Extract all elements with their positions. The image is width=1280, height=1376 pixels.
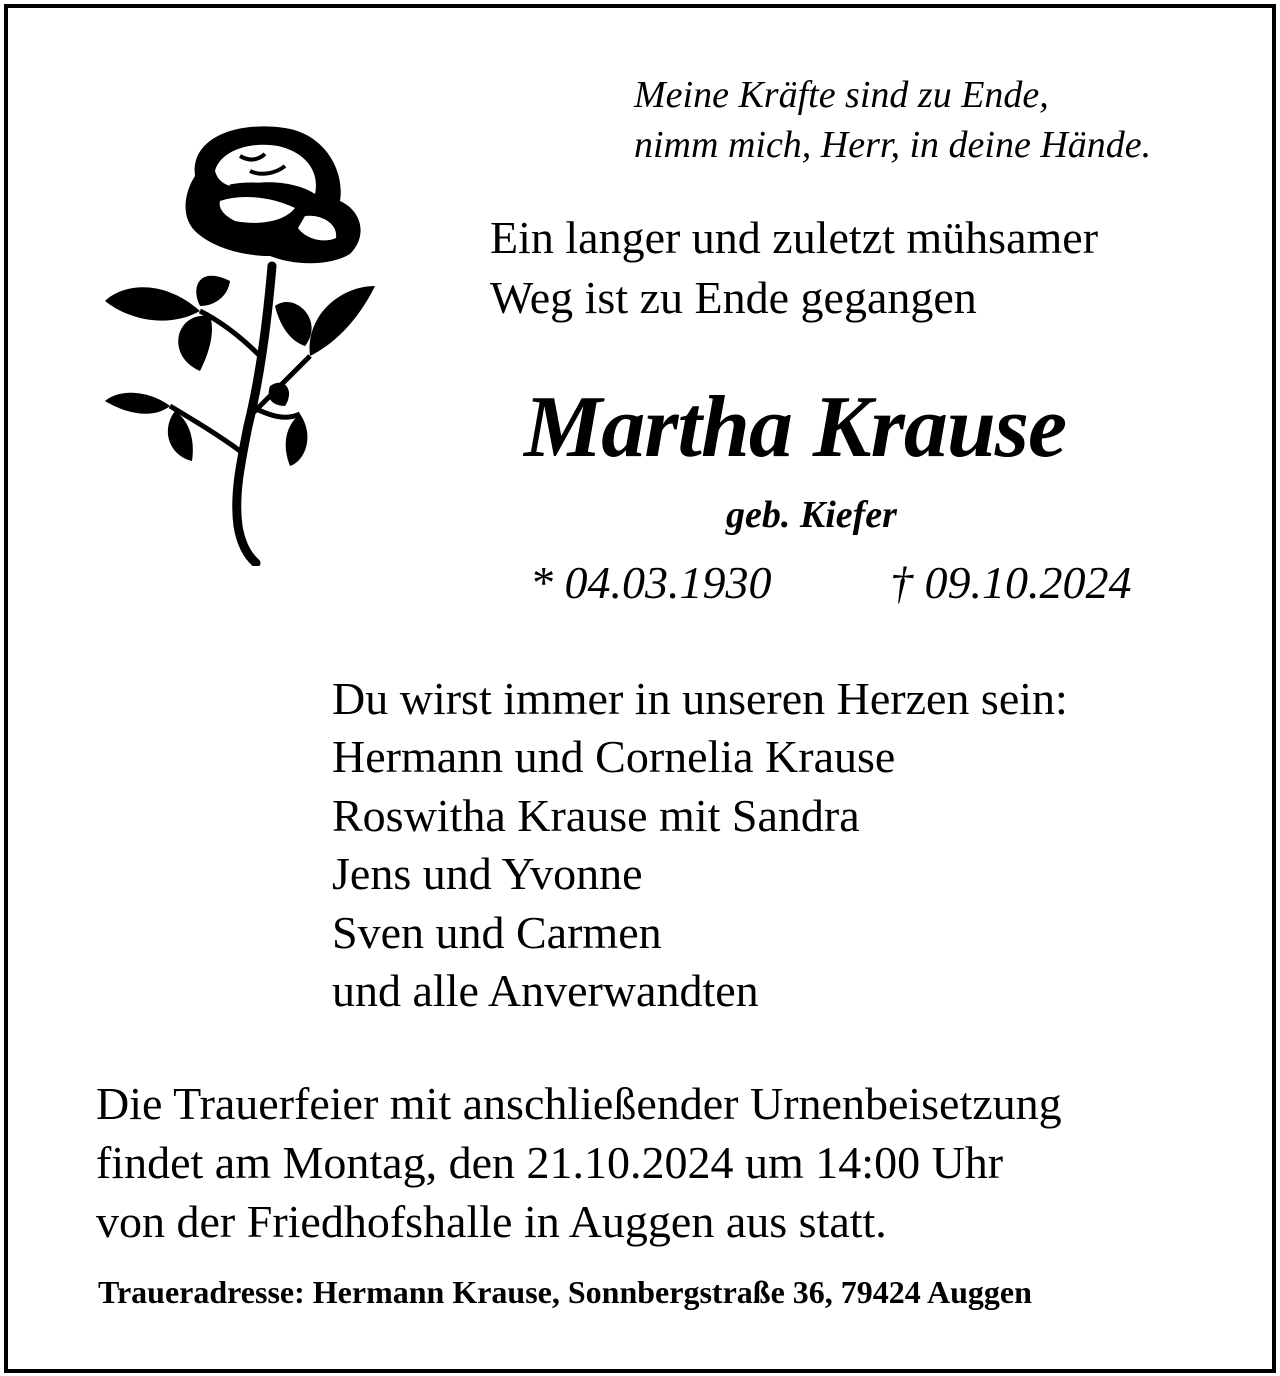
- intro-text: [490, 208, 1098, 328]
- death-date: † 09.10.2024: [890, 557, 1132, 608]
- ceremony-line: findet am Montag, den 21.10.2024 um 14:00 Uhr: [96, 1137, 1004, 1188]
- mourners-line: Roswitha Krause mit Sandra: [332, 789, 860, 841]
- obituary-frame: [4, 4, 1276, 1373]
- mourners-line: Jens und Yvonne: [332, 848, 643, 900]
- mourners-line: und alle Anverwandten: [332, 965, 759, 1017]
- mourners-line: Sven und Carmen: [332, 906, 662, 958]
- mourners-list: [332, 670, 1068, 1020]
- mourners-line: Hermann und Cornelia Krause: [332, 731, 896, 783]
- birth-date: * 04.03.1930: [530, 557, 772, 608]
- verse-line: Meine Kräfte sind zu Ende,: [634, 74, 1049, 116]
- rose-icon: [100, 116, 390, 566]
- verse-line: nimm mich, Herr, in deine Hände.: [634, 124, 1152, 166]
- maiden-name: geb. Kiefer: [726, 494, 897, 536]
- mourning-address: Traueradresse: Hermann Krause, Sonnbergstraße 36, 79424 Auggen: [98, 1274, 1032, 1310]
- intro-line: Ein langer und zuletzt mühsamer: [490, 212, 1099, 263]
- mourners-line: Du wirst immer in unseren Herzen sein:: [332, 673, 1068, 724]
- ceremony-line: von der Friedhofshalle in Auggen aus statt.: [96, 1196, 887, 1247]
- ceremony-line: Die Trauerfeier mit anschließender Urnenbeisetzung: [96, 1078, 1062, 1129]
- ceremony-info: [96, 1074, 1062, 1251]
- intro-line: Weg ist zu Ende gegangen: [490, 272, 977, 323]
- verse: [634, 70, 1151, 170]
- deceased-name: Martha Krause: [524, 379, 1067, 476]
